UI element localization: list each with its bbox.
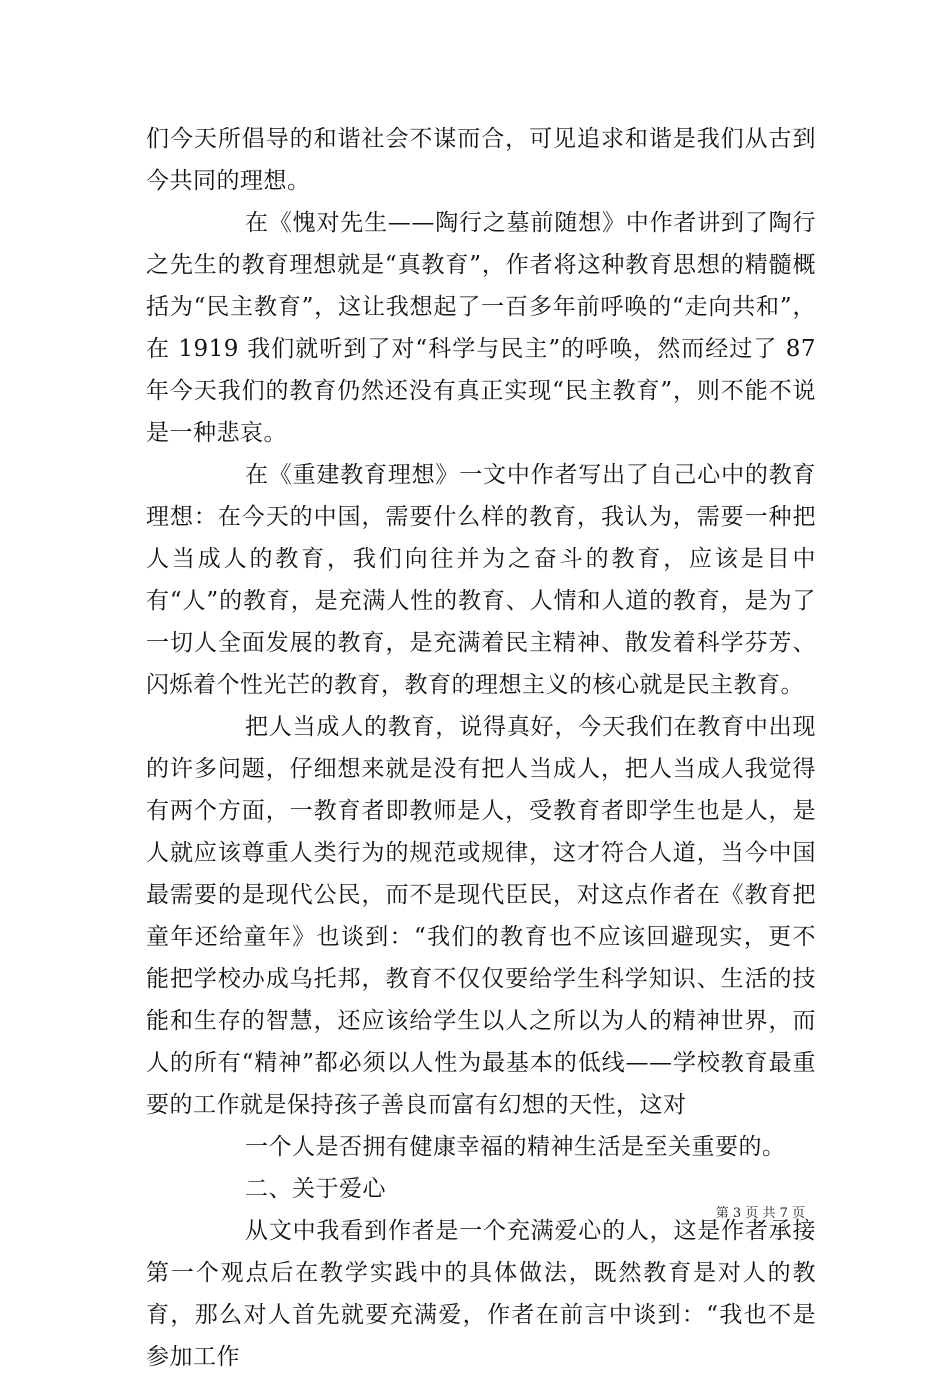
body-text: [146, 118, 816, 1378]
paragraph-7: 从文中我看到作者是一个充满爱心的人，这是作者承接第一个观点后在教学实践中的具体做法，既然教育是对人的教育，那么对人首先就要充满爱，作者在前言中谈到：“我也不是参加工作: [146, 1218, 816, 1370]
paragraph-1: 们今天所倡导的和谐社会不谋而合，可见追求和谐是我们从古到今共同的理想。: [146, 126, 816, 194]
paragraph-4: 把人当成人的教育，说得真好，今天我们在教育中出现的许多问题，仔细想来就是没有把人当成人，把人当成人我觉得有两个方面，一教育者即教师是人，受教育者即学生也是人，是人就应该尊重人类行为的规范或规律，这才符合人道，当今中国最需要的是现代公民，而不是现代臣民，对这点作者在《教育把童年还给童年》也谈到：“我们的教育也不应该回避现实，更不能把学校办成乌托邦，教育不仅仅要给学生科学知识、生活的技能和生存的智慧，还应该给学生以人之所以为人的精神世界，而人的所有“精神”都必须以人性为最基本的低线——学校教育最重要的工作就是保持孩子善良而富有幻想的天性，这对: [146, 714, 816, 1118]
paragraph-2: 在《愧对先生——陶行之墓前随想》中作者讲到了陶行之先生的教育理想就是“真教育”，作者将这种教育思想的精髓概括为“民主教育”，这让我想起了一百多年前呼唤的“走向共和”，在 1919 我们就听到了对“科学与民主”的呼唤，然而经过了 87 年今天我们的教育仍然还没有真正实现“民主教育”，则不能不说是一种悲哀。: [146, 210, 816, 446]
paragraph-3: 在《重建教育理想》一文中作者写出了自己心中的教育理想：在今天的中国，需要什么样的教育，我认为，需要一种把人当成人的教育，我们向往并为之奋斗的教育，应该是目中有“人”的教育，是充满人性的教育、人情和人道的教育，是为了一切人全面发展的教育，是充满着民主精神、散发着科学芬芳、闪烁着个性光芒的教育，教育的理想主义的核心就是民主教育。: [146, 462, 816, 698]
section-heading-love: 二、关于爱心: [245, 1176, 386, 1202]
page-number-footer: 第 3 页 共 7 页: [715, 1206, 805, 1221]
paragraph-5: 一个人是否拥有健康幸福的精神生活是至关重要的。: [245, 1134, 786, 1160]
